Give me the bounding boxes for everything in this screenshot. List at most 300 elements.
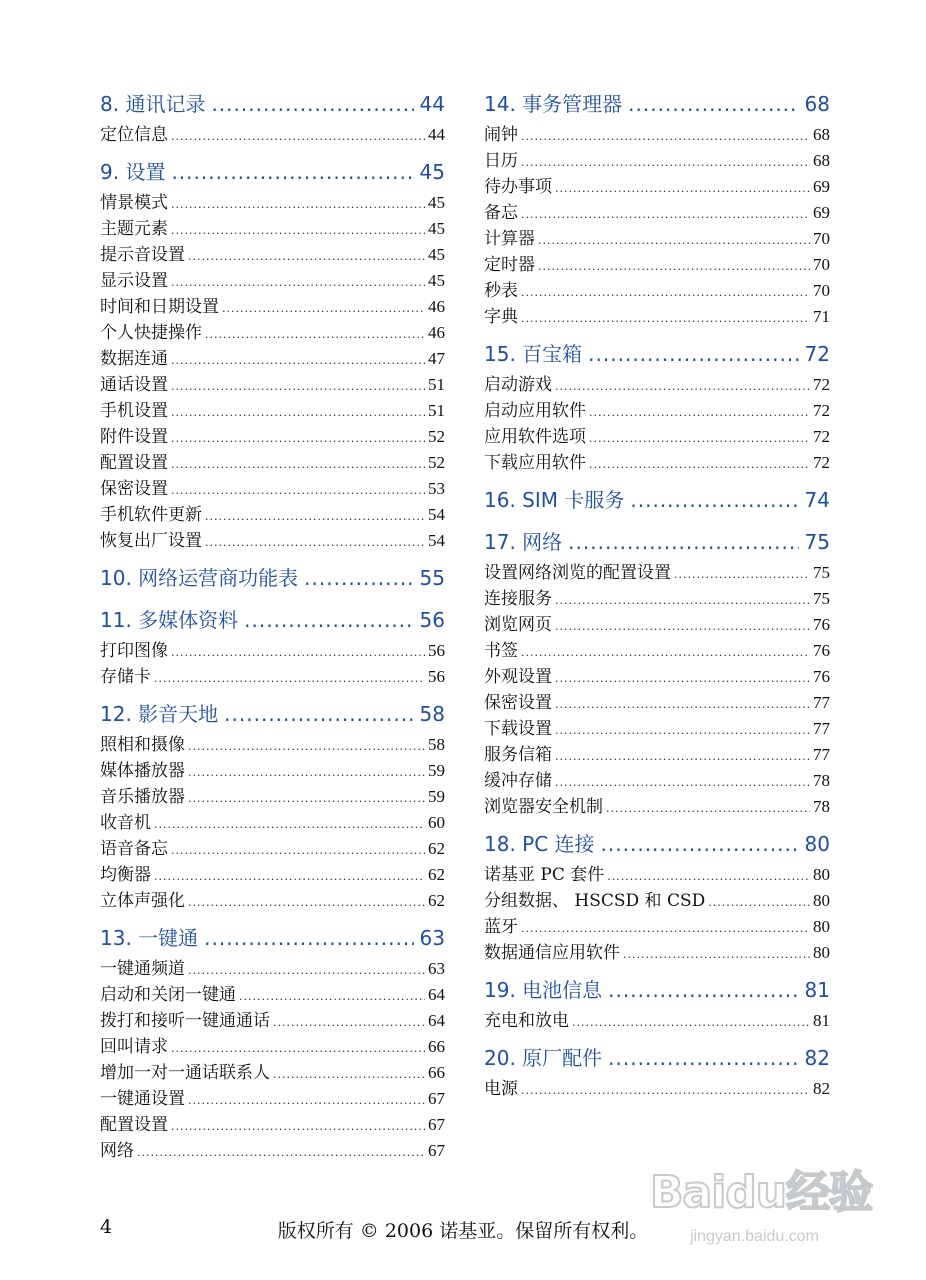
dot-leader (171, 160, 413, 184)
dot-leader (521, 124, 810, 150)
entry-title: 手机软件更新 (100, 505, 202, 525)
dot-leader (538, 228, 810, 254)
entry-page-number: 72 (813, 427, 830, 446)
entry-page-number: 62 (428, 865, 445, 884)
toc-section-heading[interactable] (100, 696, 445, 732)
entry-title: 待办事项 (484, 177, 552, 197)
toc-section (100, 920, 445, 1164)
dot-leader (521, 306, 810, 332)
section-title: 8. 通讯记录 (100, 92, 206, 116)
section-title: 14. 事务管理器 (484, 92, 623, 116)
toc-entry[interactable] (100, 320, 445, 346)
entry-title: 存储卡 (100, 667, 151, 687)
dot-leader (555, 666, 810, 692)
entry-page-number: 58 (428, 735, 445, 754)
toc-section-heading[interactable] (484, 826, 830, 862)
section-title: 20. 原厂配件 (484, 1046, 603, 1070)
section-title: 19. 电池信息 (484, 978, 603, 1002)
entry-title: 充电和放电 (484, 1011, 569, 1031)
entry-title: 情景模式 (100, 193, 168, 213)
entry-title: 立体声强化 (100, 891, 185, 911)
entry-page-number: 64 (428, 985, 445, 1004)
entry-title: 手机设置 (100, 401, 168, 421)
entry-page-number: 45 (428, 193, 445, 212)
entry-page-number: 59 (428, 787, 445, 806)
section-page-number: 68 (804, 92, 830, 116)
entry-title: 外观设置 (484, 667, 552, 687)
toc-entry[interactable] (100, 346, 445, 372)
dot-leader (555, 614, 810, 640)
toc-entry[interactable] (100, 1034, 445, 1060)
entry-page-number: 45 (428, 219, 445, 238)
entry-title: 一键通设置 (100, 1089, 185, 1109)
entry-page-number: 63 (428, 959, 445, 978)
entry-page-number: 80 (813, 865, 830, 884)
dot-leader (708, 890, 810, 916)
entry-title: 日历 (484, 151, 518, 171)
toc-entry[interactable] (100, 216, 445, 242)
dot-leader (188, 786, 425, 812)
section-page-number: 80 (804, 832, 830, 856)
toc-entry[interactable] (484, 560, 830, 586)
entry-title: 分组数据、 HSCSD 和 CSD (484, 891, 706, 911)
entry-page-number: 56 (428, 641, 445, 660)
entry-title: 显示设置 (100, 271, 168, 291)
dot-leader (188, 890, 425, 916)
dot-leader (521, 202, 810, 228)
toc-section-heading[interactable] (484, 524, 830, 560)
entry-title: 增加一对一通话联系人 (100, 1063, 270, 1083)
toc-entry[interactable] (100, 664, 445, 690)
entry-title: 闹钟 (484, 125, 518, 145)
entry-title: 蓝牙 (484, 917, 518, 937)
toc-entry[interactable] (484, 794, 830, 820)
section-page-number: 74 (804, 488, 830, 512)
toc-entry[interactable] (484, 742, 830, 768)
dot-leader (224, 702, 413, 726)
dot-leader (555, 718, 810, 744)
entry-title: 打印图像 (100, 641, 168, 661)
entry-page-number: 76 (813, 641, 830, 660)
toc-entry[interactable] (484, 768, 830, 794)
dot-leader (572, 1010, 810, 1036)
dot-leader (521, 916, 810, 942)
entry-page-number: 76 (813, 615, 830, 634)
entry-title: 计算器 (484, 229, 535, 249)
entry-title: 一键通频道 (100, 959, 185, 979)
dot-leader (623, 942, 810, 968)
entry-page-number: 67 (428, 1115, 445, 1134)
toc-entry[interactable] (484, 304, 830, 330)
entry-page-number: 75 (813, 563, 830, 582)
section-title: 12. 影音天地 (100, 702, 219, 726)
section-title: 15. 百宝箱 (484, 342, 583, 366)
dot-leader (606, 796, 810, 822)
toc-entry[interactable] (100, 424, 445, 450)
dot-leader (204, 926, 413, 950)
entry-page-number: 70 (813, 281, 830, 300)
toc-entry[interactable] (100, 268, 445, 294)
dot-leader (538, 254, 810, 280)
section-page-number: 58 (419, 702, 445, 726)
entry-title: 回叫请求 (100, 1037, 168, 1057)
entry-title: 浏览网页 (484, 615, 552, 635)
dot-leader (222, 296, 425, 322)
entry-title: 定位信息 (100, 125, 168, 145)
toc-entry[interactable] (100, 1060, 445, 1086)
watermark-logo: Baidu经验 (650, 1167, 873, 1218)
toc-entry[interactable] (484, 226, 830, 252)
entry-page-number: 54 (428, 505, 445, 524)
toc-entry[interactable] (484, 862, 830, 888)
page-number: 4 (100, 1216, 113, 1238)
toc-entry[interactable] (484, 372, 830, 398)
section-page-number: 63 (419, 926, 445, 950)
toc-entry[interactable] (484, 278, 830, 304)
toc-entry[interactable] (484, 888, 830, 914)
toc-entry[interactable] (100, 888, 445, 914)
entry-page-number: 56 (428, 667, 445, 686)
entry-title: 启动和关闭一键通 (100, 985, 236, 1005)
toc-entry[interactable] (100, 810, 445, 836)
entry-title: 保密设置 (100, 479, 168, 499)
dot-leader (154, 666, 425, 692)
dot-leader (521, 280, 810, 306)
entry-title: 个人快捷操作 (100, 323, 202, 343)
dot-leader (628, 92, 798, 116)
entry-title: 浏览器安全机制 (484, 797, 603, 817)
toc-column-left (100, 86, 445, 1164)
entry-title: 服务信箱 (484, 745, 552, 765)
entry-title: 连接服务 (484, 589, 552, 609)
toc-entry[interactable] (100, 476, 445, 502)
dot-leader (568, 530, 798, 554)
entry-title: 书签 (484, 641, 518, 661)
dot-leader (211, 92, 413, 116)
toc-entry[interactable] (100, 1008, 445, 1034)
entry-title: 下载设置 (484, 719, 552, 739)
toc-entry[interactable] (484, 664, 830, 690)
dot-leader (304, 566, 413, 590)
dot-leader (137, 1140, 425, 1166)
watermark-url: jingyan.baidu.com (690, 1228, 819, 1245)
entry-page-number: 69 (813, 177, 830, 196)
dot-leader (171, 452, 425, 478)
toc-section (100, 86, 445, 148)
entry-page-number: 62 (428, 839, 445, 858)
entry-page-number: 45 (428, 271, 445, 290)
section-page-number: 56 (419, 608, 445, 632)
section-page-number: 72 (804, 342, 830, 366)
entry-page-number: 60 (428, 813, 445, 832)
entry-title: 数据连通 (100, 349, 168, 369)
toc-section-heading[interactable] (100, 86, 445, 122)
entry-title: 定时器 (484, 255, 535, 275)
dot-leader (555, 176, 810, 202)
entry-title: 设置网络浏览的配置设置 (484, 563, 671, 583)
entry-page-number: 52 (428, 453, 445, 472)
dot-leader (630, 488, 798, 512)
toc-entry[interactable] (484, 148, 830, 174)
toc-entry[interactable] (484, 1008, 830, 1034)
dot-leader (188, 958, 425, 984)
dot-leader (171, 478, 425, 504)
toc-entry[interactable] (100, 1086, 445, 1112)
dot-leader (555, 770, 810, 796)
entry-page-number: 59 (428, 761, 445, 780)
entry-title: 启动应用软件 (484, 401, 586, 421)
entry-title: 通话设置 (100, 375, 168, 395)
toc-section (484, 1040, 830, 1102)
toc-entry[interactable] (484, 638, 830, 664)
entry-title: 数据通信应用软件 (484, 943, 620, 963)
dot-leader (171, 1114, 425, 1140)
dot-leader (171, 192, 425, 218)
toc-entry[interactable] (100, 1138, 445, 1164)
entry-page-number: 76 (813, 667, 830, 686)
entry-page-number: 46 (428, 323, 445, 342)
dot-leader (589, 400, 810, 426)
entry-page-number: 54 (428, 531, 445, 550)
section-page-number: 45 (419, 160, 445, 184)
entry-page-number: 70 (813, 255, 830, 274)
entry-title: 保密设置 (484, 693, 552, 713)
dot-leader (607, 864, 810, 890)
dot-leader (521, 640, 810, 666)
section-title: 10. 网络运营商功能表 (100, 566, 299, 590)
entry-page-number: 70 (813, 229, 830, 248)
toc-entry[interactable] (484, 940, 830, 966)
entry-page-number: 80 (813, 943, 830, 962)
toc-section (484, 826, 830, 966)
entry-page-number: 71 (813, 307, 830, 326)
dot-leader (171, 426, 425, 452)
dot-leader (273, 1010, 425, 1036)
toc-entry[interactable] (484, 586, 830, 612)
toc-section-heading[interactable] (484, 482, 830, 518)
entry-page-number: 67 (428, 1089, 445, 1108)
toc-entry[interactable] (100, 862, 445, 888)
toc-entry[interactable] (484, 398, 830, 424)
toc-section (484, 482, 830, 518)
entry-page-number: 78 (813, 797, 830, 816)
toc-section (484, 972, 830, 1034)
toc-entry[interactable] (484, 612, 830, 638)
entry-page-number: 82 (813, 1079, 830, 1098)
toc-section (100, 154, 445, 554)
entry-title: 配置设置 (100, 1115, 168, 1135)
dot-leader (171, 270, 425, 296)
section-page-number: 81 (804, 978, 830, 1002)
section-title: 16. SIM 卡服务 (484, 488, 625, 512)
dot-leader (205, 322, 425, 348)
entry-title: 媒体播放器 (100, 761, 185, 781)
entry-title: 字典 (484, 307, 518, 327)
dot-leader (188, 734, 425, 760)
dot-leader (171, 374, 425, 400)
toc-section-heading[interactable] (484, 1040, 830, 1076)
toc-entry[interactable] (100, 372, 445, 398)
toc-entry[interactable] (100, 784, 445, 810)
entry-title: 诺基亚 PC 套件 (484, 865, 605, 885)
dot-leader (555, 744, 810, 770)
dot-leader (154, 864, 425, 890)
toc-section-heading[interactable] (100, 920, 445, 956)
section-title: 9. 设置 (100, 160, 166, 184)
entry-page-number: 78 (813, 771, 830, 790)
entry-page-number: 53 (428, 479, 445, 498)
section-page-number: 75 (804, 530, 830, 554)
dot-leader (188, 760, 425, 786)
toc-section-heading[interactable] (484, 86, 830, 122)
entry-page-number: 77 (813, 693, 830, 712)
dot-leader (171, 838, 425, 864)
toc-section (484, 524, 830, 820)
entry-page-number: 81 (813, 1011, 830, 1030)
entry-page-number: 52 (428, 427, 445, 446)
dot-leader (188, 244, 425, 270)
toc-section (484, 86, 830, 330)
dot-leader (273, 1062, 425, 1088)
entry-title: 收音机 (100, 813, 151, 833)
toc-entry[interactable] (484, 1076, 830, 1102)
entry-title: 网络 (100, 1141, 134, 1161)
section-title: 11. 多媒体资料 (100, 608, 239, 632)
dot-leader (521, 1078, 810, 1104)
toc-entry[interactable] (100, 398, 445, 424)
toc-entry[interactable] (484, 424, 830, 450)
toc-entry[interactable] (484, 690, 830, 716)
toc-entry[interactable] (484, 174, 830, 200)
entry-title: 电源 (484, 1079, 518, 1099)
toc-entry[interactable] (100, 1112, 445, 1138)
toc-entry[interactable] (484, 252, 830, 278)
toc-section-heading[interactable] (484, 336, 830, 372)
toc-section (100, 560, 445, 596)
dot-leader (674, 562, 810, 588)
dot-leader (239, 984, 425, 1010)
entry-page-number: 68 (813, 151, 830, 170)
section-page-number: 82 (804, 1046, 830, 1070)
toc-section-heading[interactable] (100, 602, 445, 638)
toc-section-heading[interactable] (484, 972, 830, 1008)
toc-section (100, 602, 445, 690)
entry-page-number: 45 (428, 245, 445, 264)
entry-page-number: 72 (813, 401, 830, 420)
toc-entry[interactable] (484, 450, 830, 476)
toc-section (100, 696, 445, 914)
dot-leader (171, 400, 425, 426)
toc-column-right (484, 86, 830, 1102)
toc-entry[interactable] (100, 732, 445, 758)
dot-leader (589, 426, 810, 452)
toc-section (484, 336, 830, 476)
dot-leader (588, 342, 798, 366)
section-title: 18. PC 连接 (484, 832, 595, 856)
entry-title: 均衡器 (100, 865, 151, 885)
entry-page-number: 77 (813, 719, 830, 738)
toc-entry[interactable] (100, 758, 445, 784)
dot-leader (244, 608, 413, 632)
dot-leader (589, 452, 810, 478)
dot-leader (555, 588, 810, 614)
entry-page-number: 66 (428, 1037, 445, 1056)
toc-entry[interactable] (484, 122, 830, 148)
dot-leader (608, 1046, 798, 1070)
dot-leader (205, 504, 425, 530)
entry-title: 配置设置 (100, 453, 168, 473)
dot-leader (205, 530, 425, 556)
toc-entry[interactable] (484, 914, 830, 940)
entry-page-number: 44 (428, 125, 445, 144)
dot-leader (171, 1036, 425, 1062)
entry-title: 应用软件选项 (484, 427, 586, 447)
entry-title: 照相和摄像 (100, 735, 185, 755)
toc-entry[interactable] (100, 190, 445, 216)
toc-section-heading[interactable] (100, 560, 445, 596)
entry-title: 恢复出厂设置 (100, 531, 202, 551)
entry-title: 附件设置 (100, 427, 168, 447)
toc-entry[interactable] (100, 294, 445, 320)
dot-leader (171, 640, 425, 666)
toc-entry[interactable] (100, 502, 445, 528)
dot-leader (154, 812, 425, 838)
toc-section-heading[interactable] (100, 154, 445, 190)
entry-title: 拨打和接听一键通通话 (100, 1011, 270, 1031)
toc-entry[interactable] (100, 982, 445, 1008)
dot-leader (171, 218, 425, 244)
toc-entry[interactable] (100, 528, 445, 554)
entry-page-number: 68 (813, 125, 830, 144)
entry-page-number: 69 (813, 203, 830, 222)
entry-page-number: 51 (428, 375, 445, 394)
toc-entry[interactable] (100, 122, 445, 148)
toc-entry[interactable] (484, 200, 830, 226)
baidu-watermark (650, 1148, 910, 1252)
toc-entry[interactable] (100, 836, 445, 862)
dot-leader (555, 692, 810, 718)
toc-entry[interactable] (100, 450, 445, 476)
entry-title: 音乐播放器 (100, 787, 185, 807)
entry-page-number: 51 (428, 401, 445, 420)
dot-leader (171, 348, 425, 374)
entry-page-number: 64 (428, 1011, 445, 1030)
entry-title: 下载应用软件 (484, 453, 586, 473)
entry-page-number: 67 (428, 1141, 445, 1160)
entry-title: 提示音设置 (100, 245, 185, 265)
entry-page-number: 75 (813, 589, 830, 608)
entry-title: 时间和日期设置 (100, 297, 219, 317)
entry-page-number: 46 (428, 297, 445, 316)
dot-leader (601, 832, 799, 856)
entry-page-number: 80 (813, 917, 830, 936)
toc-entry[interactable] (484, 716, 830, 742)
toc-entry[interactable] (100, 956, 445, 982)
dot-leader (188, 1088, 425, 1114)
entry-page-number: 47 (428, 349, 445, 368)
entry-title: 语音备忘 (100, 839, 168, 859)
entry-page-number: 80 (813, 891, 830, 910)
dot-leader (521, 150, 810, 176)
entry-page-number: 72 (813, 375, 830, 394)
section-title: 17. 网络 (484, 530, 563, 554)
dot-leader (555, 374, 810, 400)
entry-page-number: 72 (813, 453, 830, 472)
toc-entry[interactable] (100, 242, 445, 268)
toc-entry[interactable] (100, 638, 445, 664)
section-page-number: 44 (419, 92, 445, 116)
copyright-notice: 版权所有 © 2006 诺基亚。保留所有权利。 (277, 1220, 649, 1242)
